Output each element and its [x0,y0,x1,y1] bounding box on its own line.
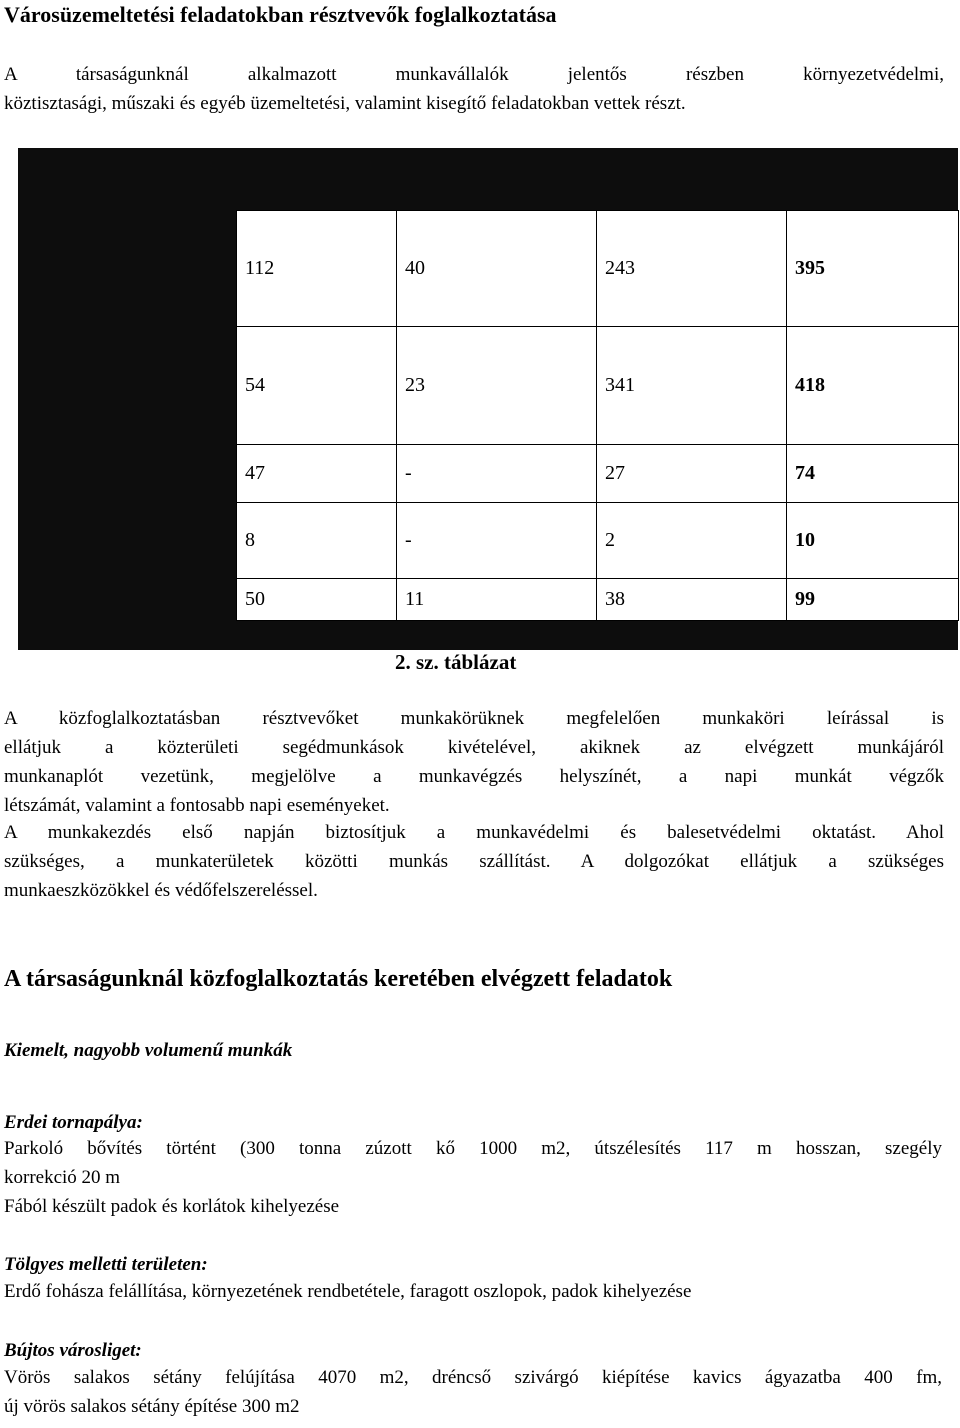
safety-paragraph [4,818,944,905]
table-cell: 2 [597,503,787,579]
table-row [237,211,959,327]
table-row [237,445,959,503]
table-cell: 38 [597,579,787,621]
table-cell: 23 [397,327,597,445]
erdei-line: Parkoló bővítés történt (300 tonna zúzott kő 1000 m2, útszélesítés 117 m hosszan, szegély [4,1138,942,1159]
subheading-bujtos: Bújtos városliget: [4,1340,142,1361]
employment-table [18,148,958,650]
table-cell-total: 395 [787,211,959,327]
table-cell: 112 [237,211,397,327]
table-cell-total: 418 [787,327,959,445]
paragraph-line: munkanaplót vezetünk, megjelölve a munkavégzés helyszínét, a napi munkát végzők [4,766,944,787]
table-cell: 54 [237,327,397,445]
bujtos-line: Vörös salakos sétány felújítása 4070 m2, dréncső szivárgó kiépítése kavics ágyazatba 400 fm, [4,1367,942,1388]
table-cell: 11 [397,579,597,621]
table-label-column [18,210,236,620]
table-cell: 341 [597,327,787,445]
table-cell-total: 99 [787,579,959,621]
table-row [237,579,959,621]
table-caption: 2. sz. táblázat [395,650,517,674]
paragraph-line: szükséges, a munkaterületek közötti munkás szállítást. A dolgozókat ellátjuk a szükséges [4,851,944,872]
intro-paragraph [4,60,944,118]
bujtos-line: új vörös salakos sétány építése 300 m2 [4,1396,300,1417]
intro-line: A társaságunknál alkalmazott munkavállalók jelentős részben környezetvédelmi, [4,64,944,85]
table-row [237,327,959,445]
tolgyes-line: Erdő fohásza felállítása, környezetének rendbetétele, faragott oszlopok, padok kihelyezése [4,1281,692,1302]
table-cell: 243 [597,211,787,327]
section-title: A társaságunknál közfoglalkoztatás keretében elvégzett feladatok [4,966,673,992]
subheading-highlighted-works: Kiemelt, nagyobb volumenű munkák [4,1040,293,1061]
table-cell-total: 74 [787,445,959,503]
table-cell: - [397,445,597,503]
erdei-line: korrekció 20 m [4,1167,121,1188]
table-total-band [18,620,958,650]
paragraph-line: A közfoglalkoztatásban résztvevőket munkakörüknek megfelelően munkaköri leírással is [4,708,944,729]
paragraph-line: létszámát, valamint a fontosabb napi eseményeket. [4,795,390,816]
table-cell-total: 10 [787,503,959,579]
paragraph-line: munkaeszközökkel és védőfelszereléssel. [4,880,318,901]
table-cell: 47 [237,445,397,503]
table-cell: 50 [237,579,397,621]
description-paragraph [4,704,944,820]
paragraph-line: A munkakezdés első napján biztosítjuk a munkavédelmi és balesetvédelmi oktatást. Ahol [4,822,944,843]
intro-line: köztisztasági, műszaki és egyéb üzemeltetési, valamint kisegítő feladatokban vettek részt. [4,93,686,114]
table-header-band [18,148,958,210]
paragraph-line: ellátjuk a közterületi segédmunkások kivételével, akiknek az elvégzett munkájáról [4,737,944,758]
table-cell: - [397,503,597,579]
subheading-erdei-tornapalya: Erdei tornapálya: [4,1112,143,1133]
table-cell: 8 [237,503,397,579]
table-row [237,503,959,579]
erdei-line: Fából készült padok és korlátok kihelyezése [4,1196,340,1217]
table-cell: 27 [597,445,787,503]
table-cell: 40 [397,211,597,327]
table-data-grid [236,210,959,621]
page-title: Városüzemeltetési feladatokban résztvevők foglalkoztatása [4,2,557,27]
subheading-tolgyes: Tölgyes melletti területen: [4,1254,208,1275]
